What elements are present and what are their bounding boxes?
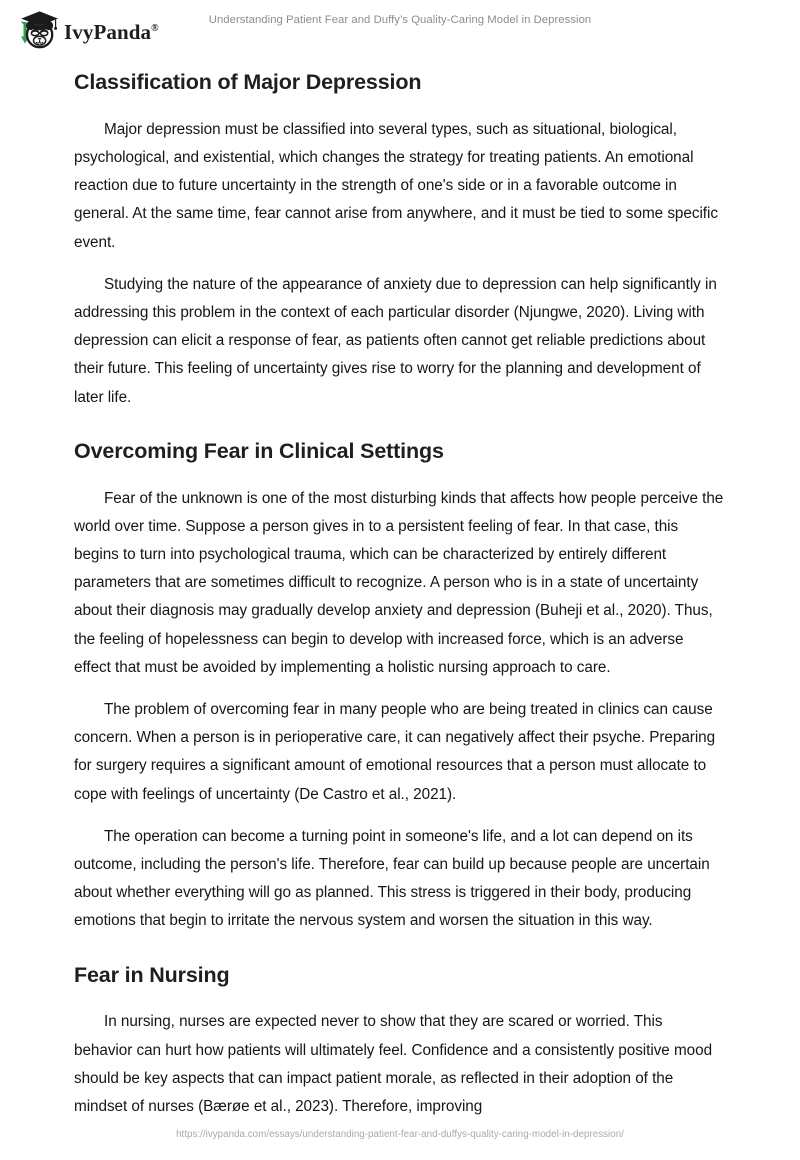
- paragraph: Studying the nature of the appearance of anxiety due to depression can help significantly in addressing this problem in the context of each particular disorder (Njungwe, 2020). Living with depression can elicit a response of fear, as patients often cannot get reliable predictions about their future. This feeling of uncertainty gives rise to worry for the planning and development of later life.: [74, 275, 717, 406]
- section-fear-in-nursing: [74, 963, 724, 1122]
- section-classification-of-major-depression: [74, 70, 724, 412]
- paragraph: In nursing, nurses are expected never to show that they are scared or worried. This behavior can hurt how patients will ultimately feel. Confidence and a consistently positive mood should be key aspects that can impact patient morale, as reflected in their adoption of the mindset of nurses (Bærøe et al., 2023). Therefore, improving: [74, 1013, 713, 1116]
- document-title-header: Understanding Patient Fear and Duffy’s Quality-Caring Model in Depression: [208, 14, 592, 26]
- paragraph: Fear of the unknown is one of the most disturbing kinds that affects how people perceive the world over time. Suppose a person gives in to a persistent feeling of fear. In that case, this begins to turn into psychological trauma, which can be characterized by entirely different parameters that are sometimes difficult to recognize. A person who is in a state of uncertainty about their diagnosis may gradually develop anxiety and depression (Buheji et al., 2020). Thus, the feeling of hopelessness can begin to develop with increased force, which is an adverse effect that must be avoided by implementing a holistic nursing approach to care.: [74, 489, 724, 676]
- section-heading: Fear in Nursing: [74, 962, 230, 987]
- page-header: [0, 0, 800, 56]
- document-content: [74, 70, 724, 1121]
- section-heading: Classification of Major Depression: [74, 70, 422, 94]
- section-overcoming-fear-in-clinical-settings: [74, 439, 724, 936]
- section-heading: Overcoming Fear in Clinical Settings: [74, 438, 444, 463]
- page-footer: [0, 1124, 800, 1142]
- paragraph: The operation can become a turning point in someone's life, and a lot can depend on its outcome, including the person's life. Therefore, fear can build up because people are uncertain about whether everything will go as planned. This stress is triggered in their body, producing emotions that begin to irritate the nervous system and worsen the situation in this way.: [74, 827, 710, 930]
- source-url-link[interactable]: https://ivypanda.com/essays/understanding-patient-fear-and-duffys-quality-caring-model-in-depression/: [176, 1129, 624, 1140]
- paragraph: The problem of overcoming fear in many people who are being treated in clinics can cause concern. When a person is in perioperative care, it can negatively affect their psyche. Preparing for surgery requires a significant amount of emotional resources that a person must allocate to cope with feelings of uncertainty (De Castro et al., 2021).: [74, 701, 716, 803]
- brand-name-text: IvyPanda: [64, 19, 152, 44]
- paragraph: Major depression must be classified into several types, such as situational, biological, psychological, and existential, which changes the strategy for treating patients. An emotional reaction due to future uncertainty in the strength of one's side or in a favorable outcome in general. At the same time, fear cannot arise from anywhere, and it must be tied to some specific event.: [74, 120, 718, 251]
- registered-mark: ®: [151, 22, 159, 34]
